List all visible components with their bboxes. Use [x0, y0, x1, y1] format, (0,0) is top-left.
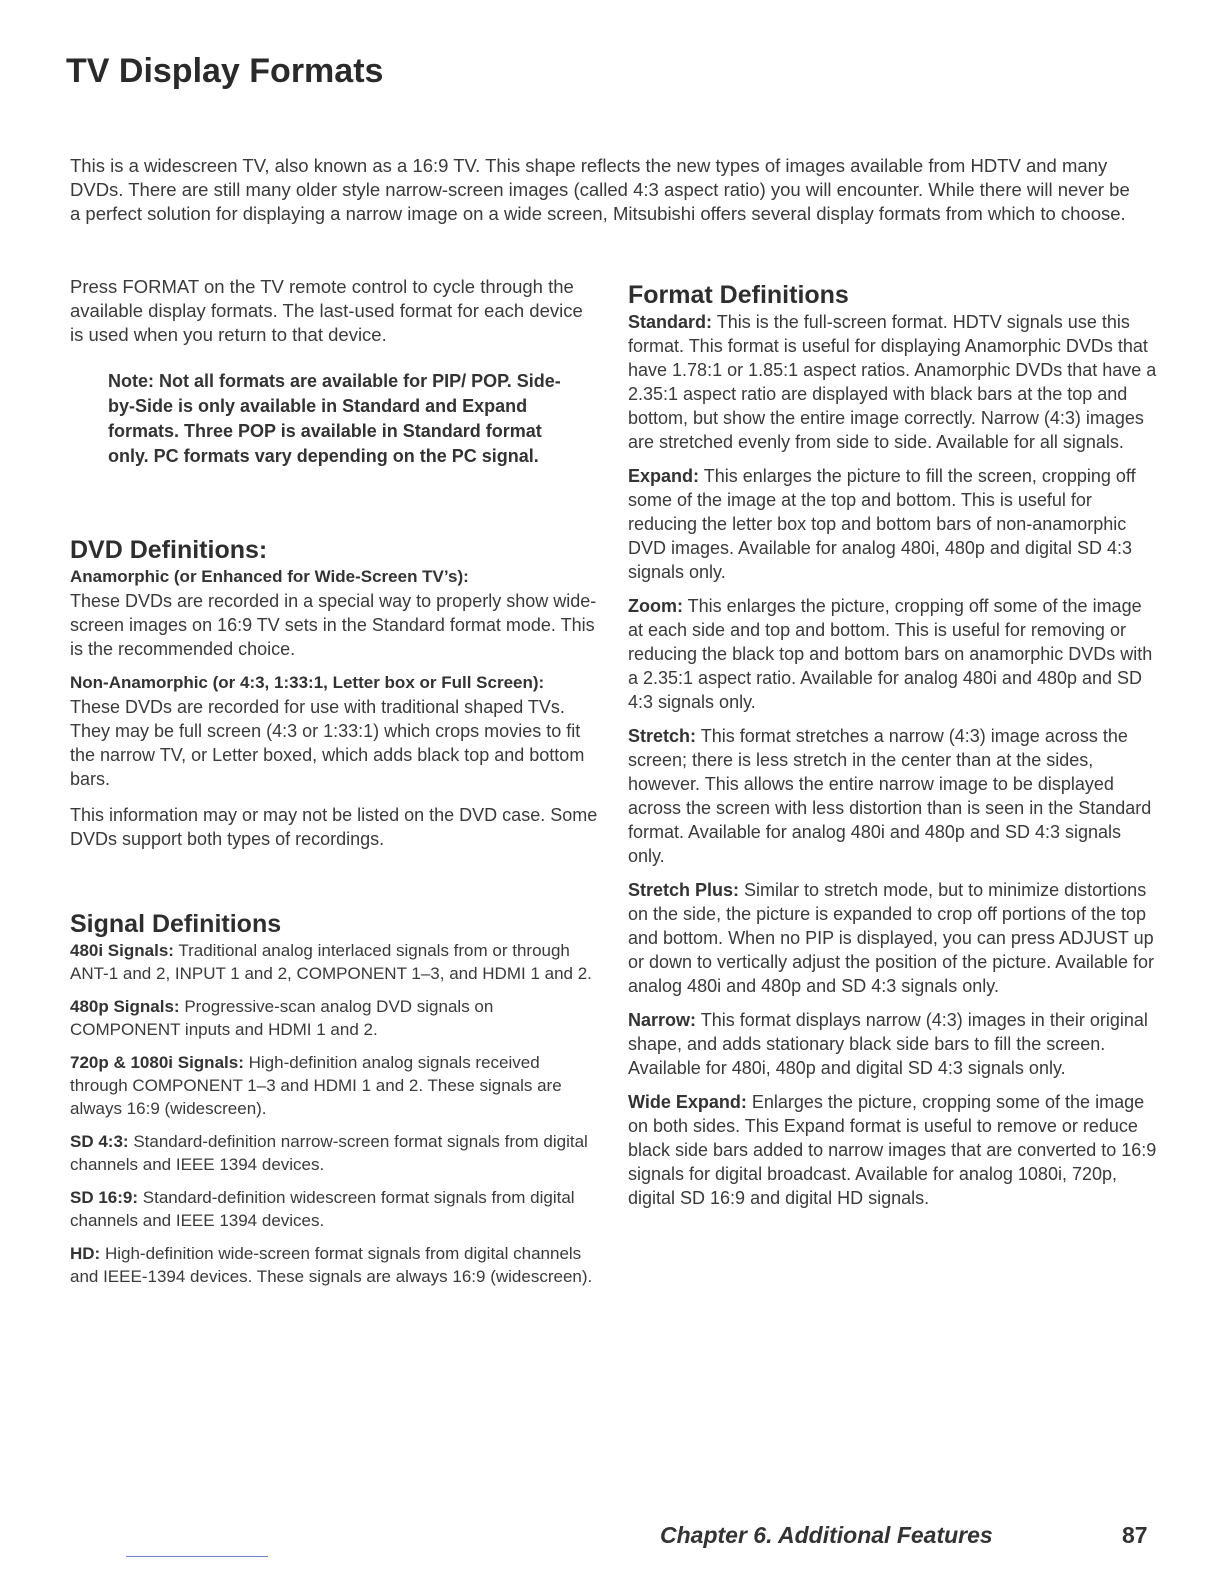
- format-definition: [628, 1008, 1158, 1080]
- format-definition-label: Expand:: [628, 466, 700, 486]
- signal-definition-label: SD 16:9:: [70, 1188, 139, 1207]
- dvd-definitions-section: [70, 535, 600, 851]
- format-definition-text: This enlarges the picture to fill the screen, cropping off some of the image at the top and bottom. This is useful for reducing the letter box top and bottom bars of non-anamorphic DVD images. Available for analog 480i, 480p and digital SD 4:3 signals only.: [628, 466, 1136, 582]
- signal-definition: [70, 1130, 600, 1176]
- intro-paragraph: This is a widescreen TV, also known as a 16:9 TV. This shape reflects the new types of images available from HDTV and many DVDs. There are still many older style narrow-screen images (called 4:3 aspect ratio) you will encounter. While there will never be a perfect solution for displaying a narrow image on a wide screen, Mitsubishi offers several display formats from which to choose.: [70, 155, 1130, 224]
- signal-definition: [70, 995, 600, 1041]
- page-title: TV Display Formats: [66, 52, 384, 90]
- signal-definition: [70, 939, 600, 985]
- signal-definition-label: 720p & 1080i Signals:: [70, 1053, 244, 1072]
- format-definition-label: Stretch:: [628, 726, 697, 746]
- format-definition-label: Standard:: [628, 312, 713, 332]
- non-anamorphic-title: Non-Anamorphic (or 4:3, 1:33:1, Letter box or Full Screen):: [70, 673, 545, 692]
- format-definition: [628, 724, 1158, 868]
- format-definition: [628, 594, 1158, 714]
- left-column: [70, 275, 600, 1288]
- format-definition-text: Similar to stretch mode, but to minimize distortions on the side, the picture is expanded to crop off portions of the top and bottom. When no PIP is displayed, you can press ADJUST up or down to vertically adjust the position of the picture. Available for analog 480i and 480p and SD 4:3 signals only.: [628, 880, 1154, 996]
- signal-definition-label: HD:: [70, 1244, 101, 1263]
- format-definition-text: Enlarges the picture, cropping some of the image on both sides. This Expand format is useful to remove or reduce black side bars added to narrow images that are converted to 16:9 signals for digital broadcast. Available for analog 1080i, 720p, digital SD 16:9 and digital HD signals.: [628, 1092, 1157, 1208]
- signal-list: [70, 939, 600, 1288]
- signal-definition-text: Standard-definition narrow-screen format signals from digital channels and IEEE 1394 devices.: [70, 1132, 588, 1174]
- format-definition: [628, 1090, 1158, 1210]
- format-definition-text: This enlarges the picture, cropping off some of the image at each side and top and bottom. This is useful for removing or reducing the black top and bottom bars on anamorphic DVDs with a 2.35:1 aspect ratio. Available for analog 480i and 480p and SD 4:3 signals only.: [628, 596, 1153, 712]
- footer-chapter: Chapter 6. Additional Features: [660, 1522, 993, 1548]
- signal-definition: [70, 1186, 600, 1232]
- format-definition: [628, 878, 1158, 998]
- anamorphic-title: Anamorphic (or Enhanced for Wide-Screen TV’s):: [70, 567, 469, 586]
- signal-definition-label: 480i Signals:: [70, 941, 174, 960]
- format-definition-text: This format displays narrow (4:3) images in their original shape, and adds stationary black side bars to fill the screen. Available for 480i, 480p and digital SD 4:3 signals only.: [628, 1010, 1148, 1078]
- signal-definitions-heading: Signal Definitions: [70, 910, 282, 938]
- right-column: [628, 280, 1158, 1210]
- signal-definition-label: SD 4:3:: [70, 1132, 129, 1151]
- format-definition-text: This is the full-screen format. HDTV signals use this format. This format is useful for displaying Anamorphic DVDs that have 1.78:1 or 1.85:1 aspect ratios. Anamorphic DVDs that have a 2.35:1 aspect ratio are displayed with black bars at the top and bottom, but show the entire image correctly. Narrow (4:3) images are stretched evenly from side to side. Available for all signals.: [628, 312, 1157, 452]
- signal-definition-label: 480p Signals:: [70, 997, 180, 1016]
- anamorphic-text: These DVDs are recorded in a special way to properly show wide-screen images on 16:9 TV sets in the Standard format mode. This is the recommended choice.: [70, 591, 597, 659]
- format-definition-label: Wide Expand:: [628, 1092, 747, 1112]
- format-list: [628, 310, 1158, 1210]
- dvd-info-text: This information may or may not be listed on the DVD case. Some DVDs support both types of recordings.: [70, 805, 598, 849]
- non-anamorphic-text: These DVDs are recorded for use with traditional shaped TVs. They may be full screen (4:3 or 1:33:1) which crops movies to fit the narrow TV, or Letter boxed, which adds black top and bottom bars.: [70, 697, 585, 789]
- format-definition-text: This format stretches a narrow (4:3) image across the screen; there is less stretch in the center than at the sides, however. This allows the entire narrow image to be displayed across the screen with less distortion than is seen in the Standard format. Available for analog 480i and 480p and SD 4:3 signals only.: [628, 726, 1152, 866]
- signal-definition-text: Traditional analog interlaced signals from or through ANT-1 and 2, INPUT 1 and 2, COMPONENT 1–3, and HDMI 1 and 2.: [70, 941, 592, 983]
- signal-definition-text: High-definition analog signals received through COMPONENT 1–3 and HDMI 1 and 2. These signals are always 16:9 (widescreen).: [70, 1053, 562, 1118]
- footer-rule: [126, 1556, 268, 1557]
- page-number: 87: [1122, 1522, 1148, 1548]
- signal-definition-text: Progressive-scan analog DVD signals on COMPONENT inputs and HDMI 1 and 2.: [70, 997, 494, 1039]
- format-definition: [628, 310, 1158, 454]
- signal-definition: [70, 1242, 600, 1288]
- signal-definition-text: High-definition wide-screen format signals from digital channels and IEEE-1394 devices. These signals are always 16:9 (widescreen).: [70, 1244, 593, 1286]
- format-definition-label: Narrow:: [628, 1010, 697, 1030]
- format-definition: [628, 464, 1158, 584]
- press-format-paragraph: Press FORMAT on the TV remote control to cycle through the available display formats. The last-used format for each device is used when you return to that device.: [70, 276, 583, 345]
- format-definitions-heading: Format Definitions: [628, 281, 849, 309]
- format-definition-label: Zoom:: [628, 596, 683, 616]
- signal-definition-text: Standard-definition widescreen format signals from digital channels and IEEE 1394 devices.: [70, 1188, 575, 1230]
- signal-definitions-section: [70, 909, 600, 1288]
- format-definition-label: Stretch Plus:: [628, 880, 740, 900]
- note-paragraph: Note: Not all formats are available for PIP/ POP. Side-by-Side is only available in Standard and Expand formats. Three POP is available in Standard format only. PC formats vary depending on the PC signal.: [108, 371, 561, 466]
- signal-definition: [70, 1051, 600, 1120]
- dvd-definitions-heading: DVD Definitions:: [70, 536, 268, 564]
